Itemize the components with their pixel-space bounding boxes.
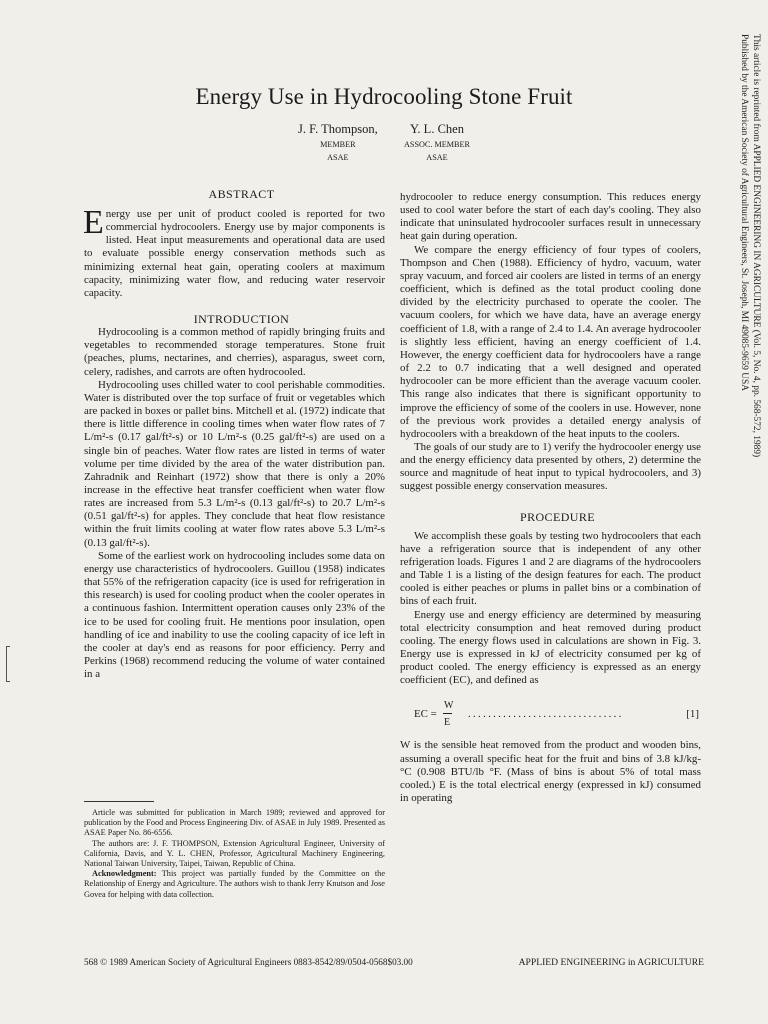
intro-paragraph-1: Hydrocooling is a common method of rapidly bringing fruits and vegetables to recommended storage temperatures. Stone fruit (peaches, plums, nectarines, and cherries), asparagus, sweet corn, celery, radishes, and carrots are often hydrocooled. [84, 326, 385, 378]
author-chen [404, 122, 470, 163]
acknowledgment-label: Acknowledgment: [92, 869, 157, 879]
footer-journal-name: APPLIED ENGINEERING in AGRICULTURE [518, 957, 704, 968]
introduction-heading: INTRODUCTION [193, 312, 290, 327]
fraction-bar [443, 713, 452, 714]
procedure-heading: PROCEDURE [520, 509, 595, 524]
margin-mark [6, 646, 10, 682]
abstract-body: nergy use per unit of product cooled is reported for two commercial hydrocoolers. Energy use by major components is listed. Heat input measurements and operational data are used to evaluate possible energy conservation methods such as minimizing external heat gain, operating coolers at maximum capacity, minimizing water flow, and reducing water reservoir capacity. [84, 208, 385, 299]
author-society: ASAE [426, 153, 448, 162]
right-paragraph-1: hydrocooler to reduce energy consumption. This reduces energy used to cool water before the start of each day's cooling. They also indicate that uninsulated hydrocooler surfaces result in unnecessary heat gain during operation. [400, 191, 701, 243]
acknowledgment-text: This project was partially funded by the Committee on the Relationship of Energy and Agriculture. The authors wish to thank Jerry Knutson and Jose Govea for helping with data collection. [84, 869, 385, 899]
intro-paragraph-2: Hydrocooling uses chilled water to cool perishable commodities. Water is distributed over the top surface of fruit or vegetables which are packed in boxes or pallet bins. Mitchell et al. (1972) indicate that there is little difference in cooling times when water flow rates of 7 L/m²-s (0.17 gal/ft²-s) or 10 L/m²-s (0.25 gal/ft²-s) are used on a single bin of peaches. Water flow rates are listed in terms of water volume per time divided by the area of the water distribution pan. Zahradnik and Reinhart (1972) show that there is only a 20% increase in the effective heat transfer coefficient when water flow rates are increased from 5.3 L/m²-s (0.13 gal/ft²-s) to 20.7 L/m²-s (0.51 gal/ft²-s) for apples. They conclude that heat flow resistance within the fruit limits cooling at water flow rates above 5.3 L/m²-s (0.13 gal/ft²-s). [84, 378, 385, 549]
equation-lhs: EC = [414, 708, 437, 721]
right-paragraph-3: The goals of our study are to 1) verify the hydrocooler energy use and the energy efficiency data presented by others, 2) determine the source and magnitude of heat input to typical hydrocoolers, and 3) suggest possible energy conservation measures. [400, 440, 701, 493]
footnote-acknowledgment [84, 869, 385, 900]
footnote-authors: The authors are: J. F. THOMPSON, Extension Agricultural Engineer, University of California, Davis, and Y. L. CHEN, Professor, Agricultural Machinery Engineering, National Taiwan University, Taipei, Taiwan, Republic of China. [84, 838, 385, 869]
equation-number: [1] [686, 708, 699, 721]
author-membership: ASSOC. MEMBER [404, 140, 470, 149]
abstract-heading: ABSTRACT [208, 187, 275, 201]
author-name: J. F. Thompson, [298, 122, 378, 136]
equation-numerator: W [444, 700, 454, 712]
author-society: ASAE [327, 153, 349, 162]
right-column [400, 191, 701, 805]
footer-copyright: 568 © 1989 American Society of Agricultural Engineers 0883-8542/89/0504-0568$03.00 [84, 957, 413, 967]
author-thompson [298, 122, 378, 163]
author-membership: MEMBER [320, 140, 356, 149]
procedure-paragraph-2: Energy use and energy efficiency are determined by measuring total electricity consumption and heat removed during product cooling. The energy flows used in calculations are shown in Fig. 3. Energy use is expressed in kJ of electricity consumed per kg of product cooled. The energy efficiency is expressed as an energy coefficient (EC), and defined as [400, 608, 701, 687]
author-name: Y. L. Chen [410, 122, 464, 136]
intro-paragraph-3: Some of the earliest work on hydrocooling includes some data on energy use characteristics of hydrocoolers. Guillou (1958) indicates that 55% of the refrigeration capacity (ice is used for refrigeration in this research) is used for cooling product when the cooler operates in a continuous fashion. Intermittent operation causes only 23% of the ice to be used for cooling fruit. He mentions poor insulation, open handling of ice and inability to use the cooling capacity of ice left in the cooler at day's end as reasons for poor efficiency. Perry and Perkins (1968) recommend reducing the volume of water contained in a [84, 549, 385, 681]
right-paragraph-2: We compare the energy efficiency of four types of coolers, Thompson and Chen (1988). Efficiency of hydro, vacuum, water spray vacuum, and forced air coolers are listed in terms of an energy coefficient, which is defined as the total product cooling done divided by the electricity purchased to operate the cooler. The vacuum coolers, for which we have data, have an average energy coefficient of 1.8, with a range of 2.4 to 1.4. An average hydrocooler is slightly less efficient, having an energy coefficient of 1.4. However, the energy coefficient data for hydrocoolers have a range of 2.2 to 0.7 indicating that a well designed and operated hydrocooler can be more efficient than the average vacuum cooler. This range also indicates that there is significant opportunity to improve the efficiency of some of the coolers in use. However, none of the previous work provides a detailed energy analysis of hydrocoolers with a breakdown of the heat inputs to the coolers. [400, 243, 701, 440]
equation-1 [400, 699, 701, 729]
reprint-notice [738, 34, 762, 457]
after-equation-paragraph: W is the sensible heat removed from the product and wooden bins, assuming a overall specific heat for the fruit and bins of 3.8 kJ/kg-°C (0.908 BTU/lb °F. (Mass of bins is about 5% of total mass cooled.) E is the total electrical energy (expressed in kJ) consumed in operating [400, 739, 701, 805]
footnotes [84, 808, 385, 900]
equation-leader-dots: ............................... [468, 708, 624, 721]
reprint-notice-line-1: This article is reprinted from APPLIED ENGINEERING IN AGRICULTURE (Vol. 5, No. 4, pp. 568-572, 1989) [751, 34, 761, 458]
drop-cap: E [83, 204, 104, 241]
reprint-notice-line-2: Published by the American Society of Agricultural Engineers, St. Joseph, MI 49085-9659 USA [739, 34, 749, 391]
article-title: Energy Use in Hydrocooling Stone Fruit [195, 84, 573, 109]
equation-denominator: E [444, 717, 451, 729]
footnote-rule [84, 801, 154, 802]
left-column [84, 187, 385, 681]
abstract-text [83, 204, 385, 300]
procedure-paragraph-1: We accomplish these goals by testing two hydrocoolers that each have a refrigeration source that is independent of any other refrigeration loads. Figures 1 and 2 are diagrams of the hydrocoolers and Table 1 is a listing of the design features for each. The product cooled is either peaches or plums in pallet bins or a combination of bins of each fruit. [400, 529, 701, 608]
footnote-submission: Article was submitted for publication in March 1989; reviewed and approved for publication by the Food and Process Engineering Div. of ASAE in July 1989. Presented as ASAE Paper No. 86-6556. [84, 808, 385, 838]
